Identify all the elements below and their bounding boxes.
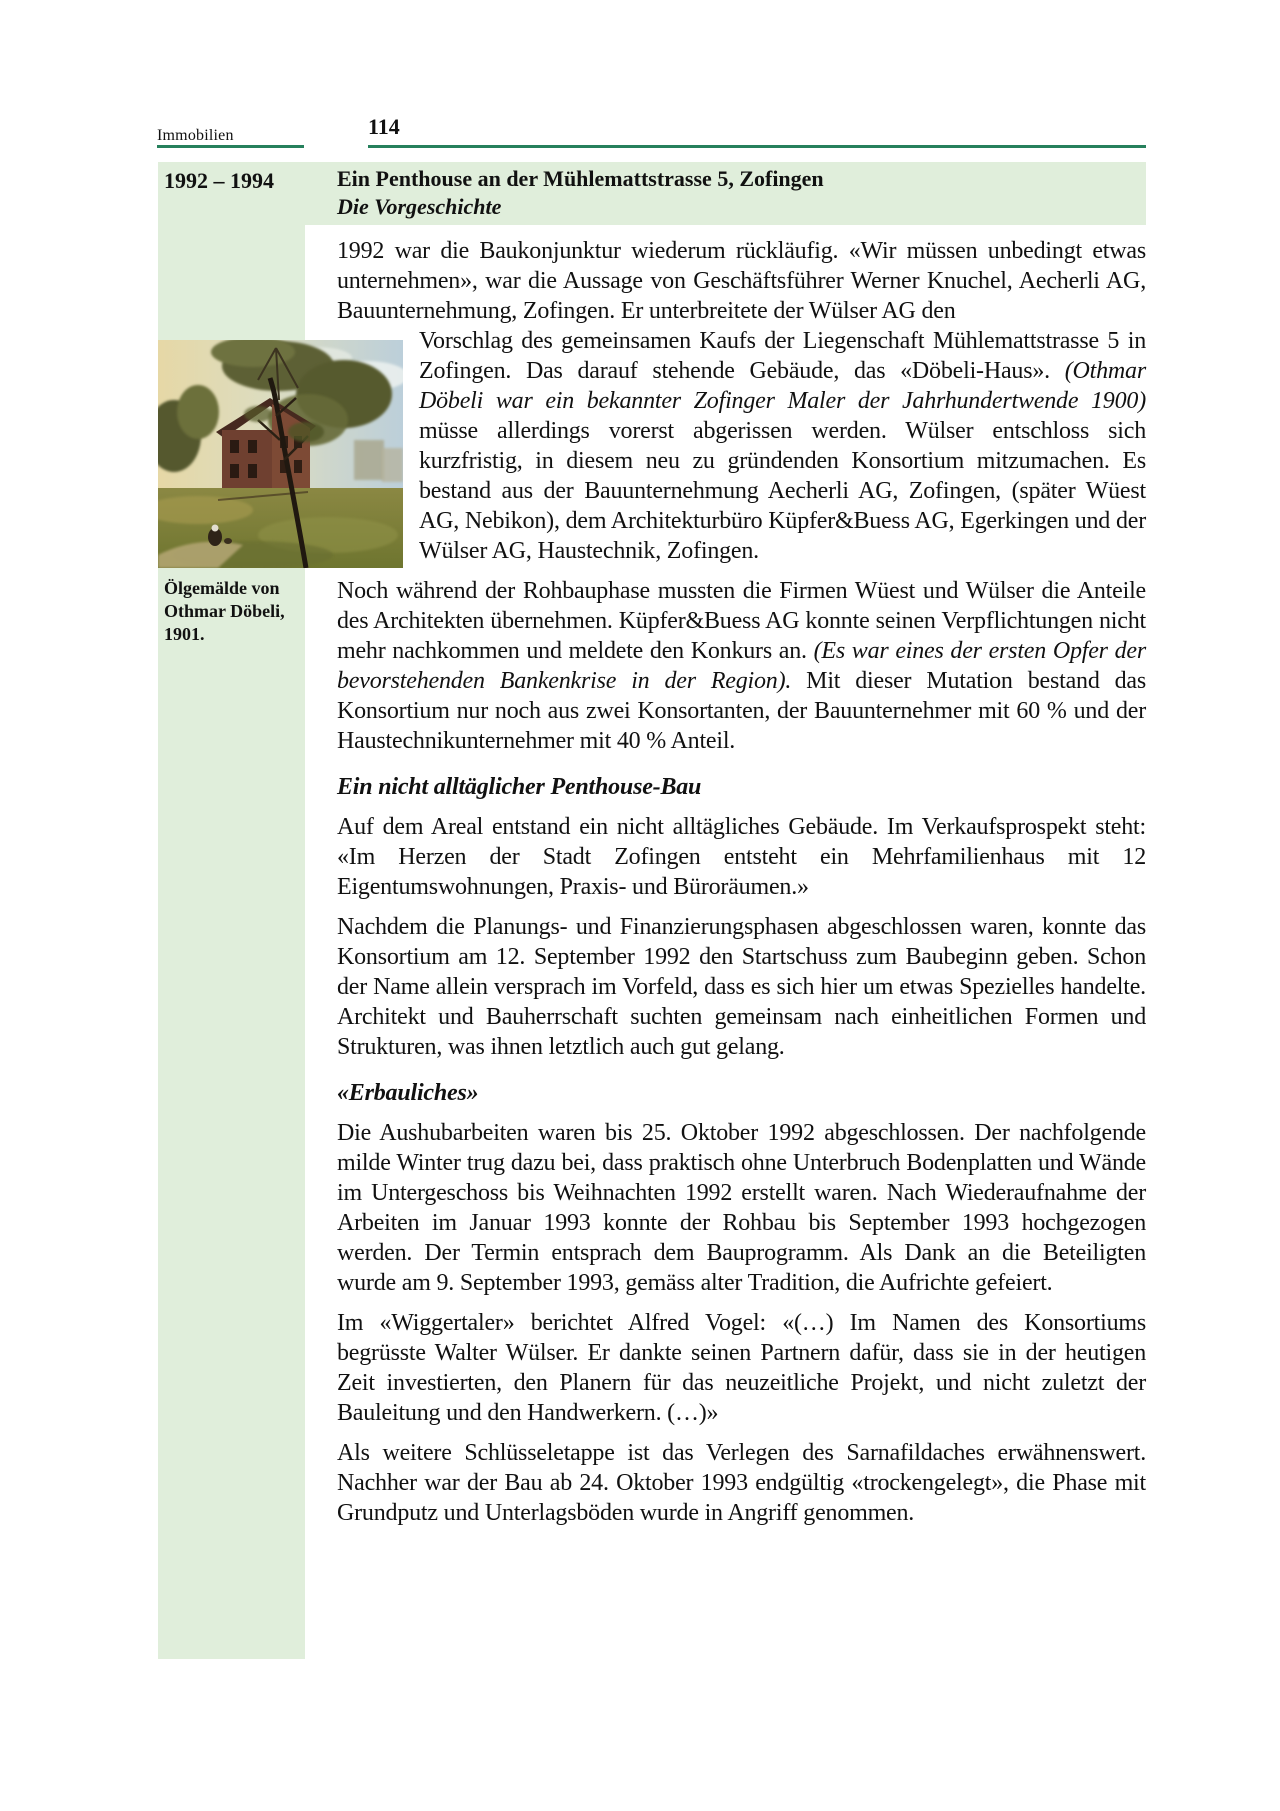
section-heading: «Erbauliches» (337, 1080, 479, 1106)
article-title: Ein Penthouse an der Mühlemattstrasse 5, Zofingen (337, 166, 824, 191)
paragraph: Als weitere Schlüsseletappe ist das Verlegen des Sarnafildaches erwähnenswert. Nachher war der Bau ab 24. Oktober 1993 endgültig «trockengelegt», die Phase mit Grundputz und Unterlagsböden wurde in Angriff genommen. (337, 1440, 1146, 1526)
paragraph: Auf dem Areal entstand ein nicht alltägliches Gebäude. Im Verkaufsprospekt steht: «Im Herzen der Stadt Zofingen entsteht ein Mehrfamilienhaus mit 12 Eigentumswohnungen, Praxis- und Büroräumen.» (337, 814, 1146, 900)
body-column (337, 236, 1146, 1538)
page-number: 114 (368, 114, 400, 139)
caption-line: 1901. (164, 624, 205, 644)
caption-line: Othmar Döbeli, (164, 601, 285, 621)
paragraph: Nachdem die Planungs- und Finanzierungsphasen abgeschlossen waren, konnte das Konsortium am 12. September 1992 den Startschuss zum Baubeginn geben. Schon der Name allein versprach im Vorfeld, dass es sich hier um etwas Spezielles handelte. Architekt und Bauherrschaft suchten gemeinsam nach einheitlichen Formen und Strukturen, was ihnen letztlich auch gut gelang. (337, 914, 1146, 1060)
article-subtitle: Die Vorgeschichte (337, 194, 502, 219)
paragraph: Vorschlag des gemeinsamen Kaufs der Liegenschaft Mühlemattstrasse 5 in Zofingen. Das darauf stehende Gebäude, das «Döbeli-Haus». (Othmar Döbeli war ein bekannter Zofinger Maler der Jahrhundertwende 1900) müsse allerdings vorerst abgerissen werden. Wülser entschloss sich kurzfristig, in diesem neu zu gründenden Konsortium mitzumachen. Es bestand aus der Bauunternehmung Aecherli AG, Zofingen, (später Wüest AG, Nebikon), dem Architekturbüro Küpfer&Buess AG, Egerkingen und der Wülser AG, Haustechnik, Zofingen. (419, 328, 1146, 564)
paragraph: Im «Wiggertaler» berichtet Alfred Vogel: «(…) Im Namen des Konsortiums begrüsste Walter Wülser. Er dankte seinen Partnern dafür, dass sie in der heutigen Zeit investierten, den Planern für das neuzeitliche Projekt, und nicht zuletzt der Bauleitung und den Handwerkern. (…)» (337, 1310, 1146, 1426)
paragraph: 1992 war die Baukonjunktur wiederum rückläufig. «Wir müssen unbedingt etwas unternehmen», war die Aussage von Geschäftsführer Werner Knuchel, Aecherli AG, Bauunternehmung, Zofingen. Er unterbreitete der Wülser AG den (337, 238, 1146, 324)
header-rule-left (157, 145, 304, 148)
paragraph: Noch während der Rohbauphase mussten die Firmen Wüest und Wülser die Anteile des Architekten übernehmen. Küpfer&Buess AG konnte seinen Verpflichtungen nicht mehr nachkommen und meldete den Konkurs an. (Es war eines der ersten Opfer der bevorstehenden Bankenkrise in der Region). Mit dieser Mutation bestand das Konsortium nur noch aus zwei Konsortanten, der Bauunternehmer mit 60 % und der Haustechnikunternehmer mit 40 % Anteil. (337, 578, 1146, 754)
painting-caption (164, 577, 300, 646)
caption-line: Ölgemälde von (164, 578, 280, 598)
date-range: 1992 – 1994 (164, 168, 274, 193)
paragraph: Die Aushubarbeiten waren bis 25. Oktober 1992 abgeschlossen. Der nachfolgende milde Winter trug dazu bei, dass praktisch ohne Unterbruch Bodenplatten und Wände im Untergeschoss bis Weihnachten 1992 erstellt waren. Nach Wiederaufnahme der Arbeiten im Januar 1993 konnte der Rohbau bis September 1993 hochgezogen werden. Der Termin entsprach dem Bauprogramm. Als Dank an die Beteiligten wurde am 9. September 1993, gemäss alter Tradition, die Aufrichte gefeiert. (337, 1120, 1146, 1296)
header-section-label: Immobilien (157, 127, 234, 144)
section-heading: Ein nicht alltäglicher Penthouse-Bau (337, 774, 702, 800)
header-rule-right (368, 145, 1146, 148)
